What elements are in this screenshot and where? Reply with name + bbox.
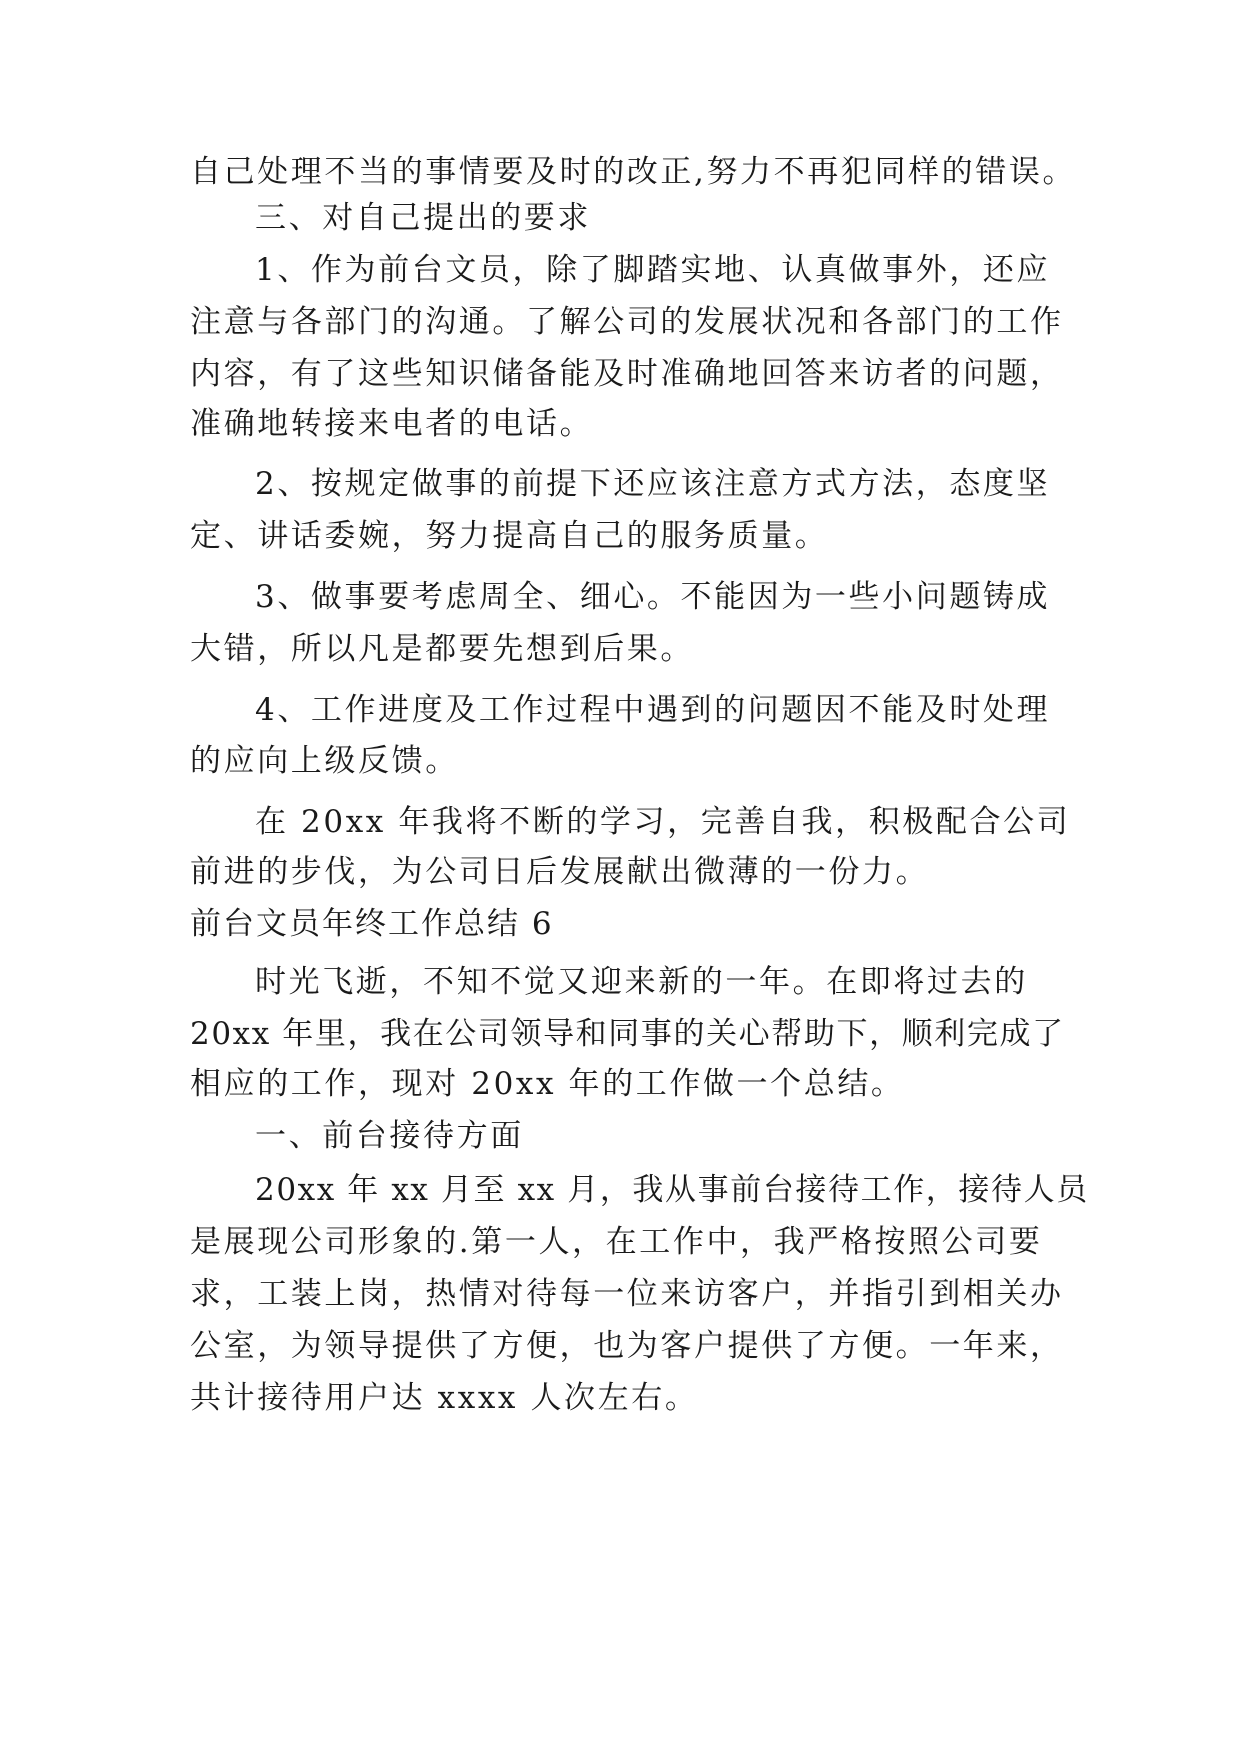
paragraph-line: 时光飞逝，不知不觉又迎来新的一年。在即将过去的 — [255, 964, 1028, 1000]
paragraph-line: 公室，为领导提供了方便，也为客户提供了方便。一年来， — [190, 1328, 1064, 1364]
paragraph-line: 2、按规定做事的前提下还应该注意方式方法，态度坚 — [255, 466, 1051, 502]
paragraph-line: 准确地转接来电者的电话。 — [190, 406, 594, 442]
paragraph-line: 1、作为前台文员，除了脚踏实地、认真做事外，还应 — [255, 252, 1051, 288]
paragraph-line: 共计接待用户达 xxxx 人次左右。 — [190, 1380, 699, 1416]
section-heading: 三、对自己提出的要求 — [255, 200, 591, 236]
paragraph-line: 是展现公司形象的.第一人，在工作中，我严格按照公司要 — [190, 1224, 1043, 1260]
paragraph-line: 相应的工作，现对 20xx 年的工作做一个总结。 — [190, 1066, 905, 1102]
paragraph-line: 20xx 年 xx 月至 xx 月，我从事前台接待工作，接待人员 — [255, 1172, 1089, 1208]
paragraph-line: 前进的步伐，为公司日后发展献出微薄的一份力。 — [190, 854, 930, 890]
paragraph-line: 注意与各部门的沟通。了解公司的发展状况和各部门的工作 — [190, 304, 1064, 340]
document-title: 前台文员年终工作总结 6 — [190, 906, 554, 942]
paragraph-line: 定、讲话委婉，努力提高自己的服务质量。 — [190, 518, 829, 554]
paragraph-line: 20xx 年里，我在公司领导和同事的关心帮助下，顺利完成了 — [190, 1016, 1065, 1052]
paragraph-line: 内容，有了这些知识储备能及时准确地回答来访者的问题， — [190, 356, 1064, 392]
paragraph-line: 的应向上级反馈。 — [190, 743, 459, 779]
paragraph-line: 4、工作进度及工作过程中遇到的问题因不能及时处理 — [255, 692, 1051, 728]
paragraph-line: 求，工装上岗，热情对待每一位来访客户，并指引到相关办 — [190, 1276, 1064, 1312]
paragraph-line: 在 20xx 年我将不断的学习，完善自我，积极配合公司 — [255, 804, 1071, 840]
paragraph-line: 3、做事要考虑周全、细心。不能因为一些小问题铸成 — [255, 579, 1051, 615]
paragraph-line: 自己处理不当的事情要及时的改正,努力不再犯同样的错误。 — [190, 154, 1077, 190]
section-heading: 一、前台接待方面 — [255, 1118, 524, 1154]
paragraph-line: 大错，所以凡是都要先想到后果。 — [190, 631, 694, 667]
